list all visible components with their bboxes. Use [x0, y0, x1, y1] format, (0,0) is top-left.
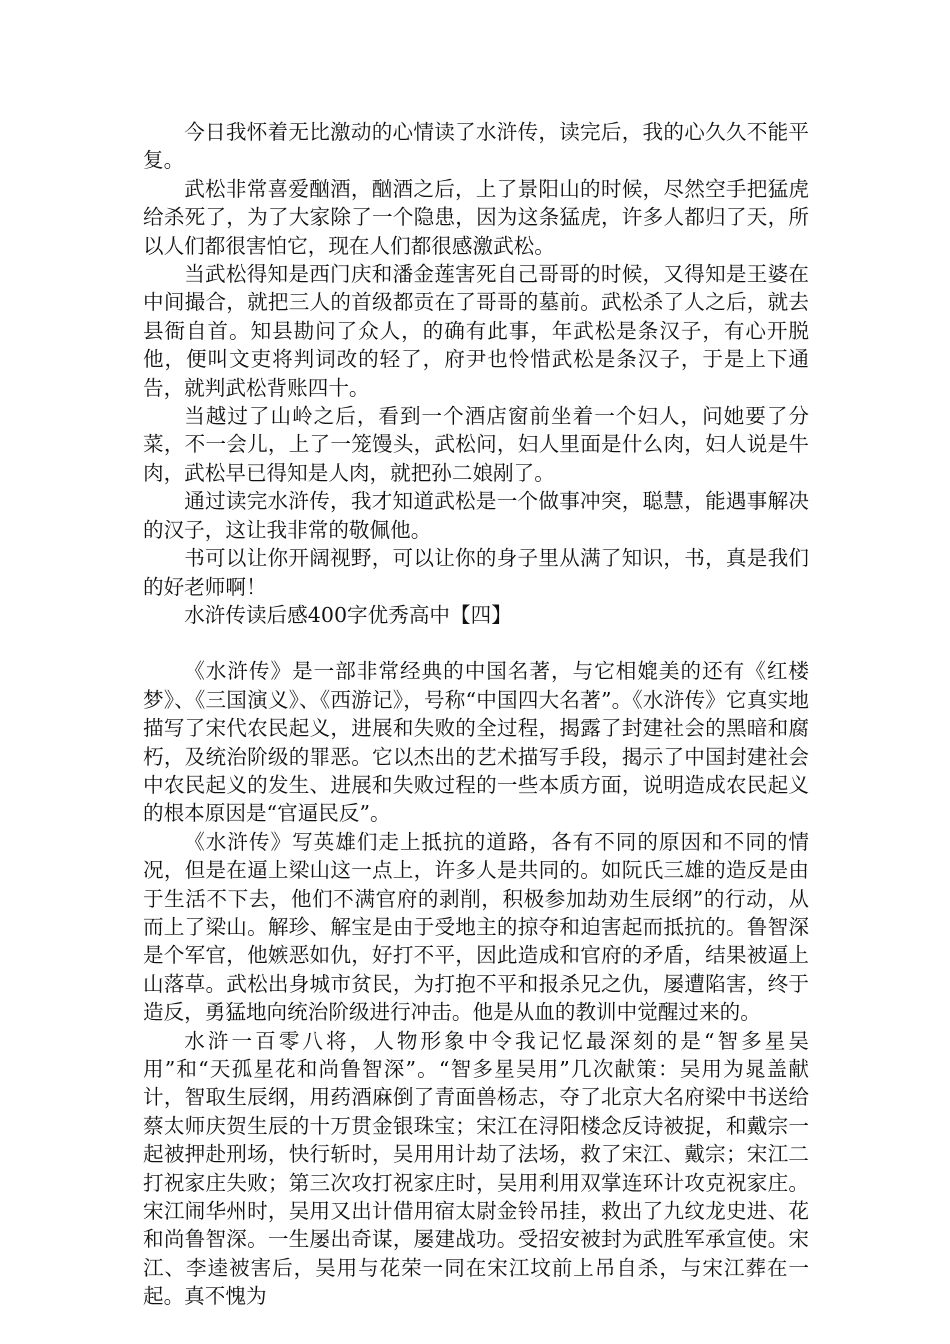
body-paragraph: 当武松得知是西门庆和潘金莲害死自己哥哥的时候，又得知是王婆在中间撮合，就把三人的首级都贡在了哥哥的墓前。武松杀了人之后，就去县衙自首。知县勘问了众人，的确有此事，年武松是条汉子，有心开脱他，便叫文吏将判词改的轻了，府尹也怜惜武松是条汉子，于是上下通告，就判武松背账四十。: [143, 262, 809, 400]
document-page: [143, 118, 809, 1311]
body-paragraph: 当越过了山岭之后，看到一个酒店窗前坐着一个妇人，问她要了分菜，不一会儿，上了一笼馒头，武松问，妇人里面是什么肉，妇人说是牛肉，武松早已得知是人肉，就把孙二娘剐了。: [143, 404, 809, 485]
body-paragraph: 水浒一百零八将，人物形象中令我记忆最深刻的是“智多星吴用”和“天孤星花和尚鲁智深”。“智多星吴用”几次献策：吴用为晁盖献计，智取生辰纲，用药酒麻倒了青面兽杨志，夺了北京大名府梁中书送给蔡太师庆贺生辰的十万贯金银珠宝；宋江在浔阳楼念反诗被捉，和戴宗一起被押赴刑场，快行斩时，吴用用计劫了法场，救了宋江、戴宗；宋江二打祝家庄失败；第三次攻打祝家庄时，吴用利用双掌连环计攻克祝家庄。宋江闹华州时，吴用又出计借用宿太尉金铃吊挂，救出了九纹龙史进、花和尚鲁智深。一生屡出奇谋，屡建战功。受招安被封为武胜军承宣使。宋江、李逵被害后，吴用与花荣一同在宋江坟前上吊自杀，与宋江葬在一起。真不愧为: [143, 1028, 809, 1309]
body-paragraph: 《水浒传》写英雄们走上抵抗的道路，各有不同的原因和不同的情况，但是在逼上梁山这一点上，许多人是共同的。如阮氏三雄的造反是由于生活不下去，他们不满官府的剥削，积极参加劫劝生辰纲”的行动，从而上了梁山。解珍、解宝是由于受地主的掠夺和迫害起而抵抗的。鲁智深是个军官，他嫉恶如仇，好打不平，因此造成和官府的矛盾，结果被逼上山落草。武松出身城市贫民，为打抱不平和报杀兄之仇，屡遭陷害，终于造反，勇猛地向统治阶级进行冲击。他是从血的教训中觉醒过来的。: [143, 829, 809, 1025]
blank-line: [143, 629, 809, 657]
body-paragraph: 通过读完水浒传，我才知道武松是一个做事冲突，聪慧，能遇事解决的汉子，这让我非常的敬佩他。: [143, 489, 809, 542]
body-paragraph: 《水浒传》是一部非常经典的中国名著，与它相媲美的还有《红楼梦》、《三国演义》、《西游记》，号称“中国四大名著”。《水浒传》它真实地描写了宋代农民起义，进展和失败的全过程，揭露了封建社会的黑暗和腐朽，及统治阶级的罪恶。它以杰出的艺术描写手段，揭示了中国封建社会中农民起义的发生、进展和失败过程的一些本质方面，说明造成农民起义的根本原因是“官逼民反”。: [143, 659, 809, 826]
body-paragraph: 书可以让你开阔视野，可以让你的身子里从满了知识，书，真是我们的好老师啊！: [143, 546, 809, 599]
section-heading: 水浒传读后感400字优秀高中【四】: [184, 602, 512, 627]
body-paragraph: 武松非常喜爱酗酒，酗酒之后，上了景阳山的时候，尽然空手把猛虎给杀死了，为了大家除了一个隐患，因为这条猛虎，许多人都归了天，所以人们都很害怕它，现在人们都很感激武松。: [143, 176, 809, 258]
body-paragraph: 今日我怀着无比激动的心情读了水浒传，读完后，我的心久久不能平复。: [143, 120, 809, 173]
